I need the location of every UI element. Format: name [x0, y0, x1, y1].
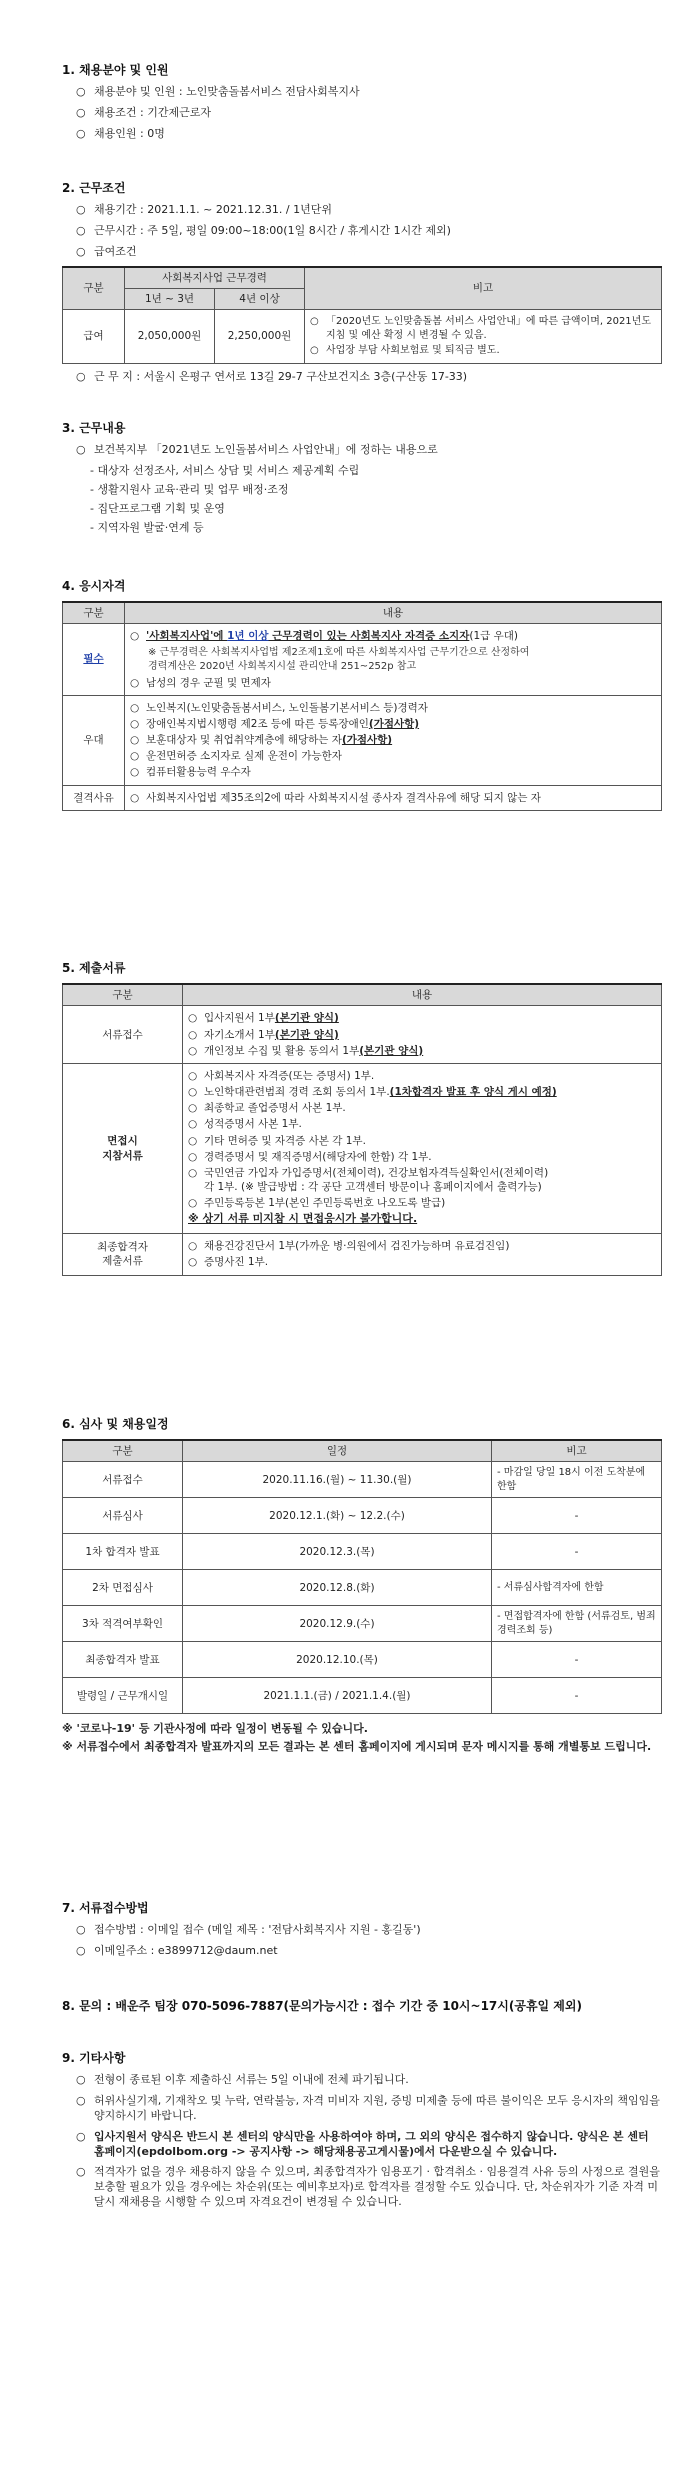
section-title: 9. 기타사항: [62, 2051, 126, 2065]
table-cell: 서류접수: [63, 1006, 183, 1064]
section-title: 7. 서류접수방법: [62, 1901, 149, 1915]
list-item: ○ 급여조건: [76, 244, 137, 258]
table-cell: ○ 입사지원서 1부(본기관 양식) ○ 자기소개서 1부(본기관 양식) ○ 개인정보 수집 및 활용 동의서 1부(본기관 양식): [183, 1006, 662, 1064]
list-item: ○ 근무시간 : 주 5일, 평일 09:00~18:00(1일 8시간 / 휴게시간 1시간 제외): [76, 224, 451, 238]
table-row: 최종합격자 발표 2020.12.10.(목) -: [63, 1642, 662, 1678]
table-cell: ○ 사회복지사 자격증(또는 증명서) 1부. ○ 노인학대관련범죄 경력 조회 동의서 1부.(1차합격자 발표 후 양식 게시 예정) ○ 최종학교 졸업증명서 사본 1부. ○ 성적증명서 사본 1부. ○ 기타 면허증 및 자격증 사본 각 1부. ○ 경력증명서 및 재직증명서(해당자에 한함) 각 1부. ○ 국민연금 가입자 가입증명서(전체이력), 건강보험자격득실확인서(전체이력) 각 1부. (※ 발급방법 : 각 공단 고객센터 방문이나 홈페이지에서 출력가능) ○ 주민등록등본 1부(본인 주민등록번호 나오도록 발급) ※ 상기 서류 미지참 시 면접응시가 불가합니다.: [183, 1063, 662, 1233]
table-cell: 필수: [63, 624, 125, 695]
section-title: 6. 심사 및 채용일정: [62, 1417, 169, 1431]
section-title: 1. 채용분야 및 인원: [62, 63, 169, 77]
warning-text: ※ 상기 서류 미지참 시 면접응시가 불가합니다.: [188, 1212, 418, 1226]
header-cell: 내용: [183, 984, 662, 1006]
list-item: - 생활지원사 교육·관리 및 업무 배정·조정: [90, 482, 289, 496]
table-cell: 급여: [63, 310, 125, 364]
section-documents: [62, 960, 662, 1276]
section-submission-method: [62, 1900, 662, 1965]
header-cell: 내용: [125, 602, 662, 624]
section-title: 3. 근무내용: [62, 421, 126, 435]
header-cell: 구분: [63, 602, 125, 624]
list-item: ○ 채용기간 : 2021.1.1. ~ 2021.12.31. / 1년단위: [76, 203, 332, 217]
list-item: ○ 전형이 종료된 이후 제출하신 서류는 5일 이내에 전체 파기됩니다.: [76, 2073, 409, 2087]
table-cell: ○ 사회복지사업법 제35조의2에 따라 사회복지시설 종사자 결격사유에 해당 되지 않는 자: [125, 785, 662, 810]
table-cell: ○ 노인복지(노인맞춤돌봄서비스, 노인돌봄기본서비스 등)경력자 ○ 장애인복지법시행령 제2조 등에 따른 등록장애인(가점사항) ○ 보훈대상자 및 취업취약계층에 해당하는 자(가점사항) ○ 운전면허증 소지자로 실제 운전이 가능한자 ○ 컴퓨터활용능력 우수자: [125, 695, 662, 785]
list-item: ○ 채용분야 및 인원 : 노인맞춤돌봄서비스 전담사회복지사: [76, 85, 360, 99]
table-cell: ○ 「2020년도 노인맞춤돌봄 서비스 사업안내」에 따른 급액이며, 2021년도 지침 및 예산 확정 시 변경될 수 있음. ○ 사업장 부담 사회보험료 및 퇴직금 별도.: [305, 310, 662, 364]
list-item: ○ 이메일주소 : e3899712@daum.net: [76, 1944, 278, 1958]
list-item: ○ 입사지원서 양식은 반드시 본 센터의 양식만을 사용하여야 하며, 그 외의 양식은 접수하지 않습니다. 양식은 본 센터 홈페이지(epdolbom.org -> 공지사항 -> 해당채용공고게시물)에서 다운받으실 수 있습니다.: [76, 2129, 649, 2158]
note-text: 경력계산은 2020년 사회복지시설 관리안내 251~252p 참고: [148, 661, 417, 673]
list-item: ○ 채용인원 : 0명: [76, 126, 165, 140]
list-item: - 집단프로그램 기획 및 운영: [90, 501, 225, 515]
table-cell: 결격사유: [63, 785, 125, 810]
header-cell: 구분: [63, 267, 125, 310]
table-row: 발령일 / 근무개시일 2021.1.1.(금) / 2021.1.4.(월) -: [63, 1678, 662, 1714]
section-schedule: [62, 1416, 662, 1758]
table-cell: 최종합격자 제출서류: [63, 1234, 183, 1275]
header-cell: 1년 ~ 3년: [125, 288, 215, 309]
header-cell: 비고: [492, 1440, 662, 1462]
header-cell: 사회복지사업 근무경력: [125, 267, 305, 289]
note-text: ※ 근무경력은 사회복지사업법 제2조제1호에 따른 사회복지사업 근무기간으로 산정하여: [148, 646, 530, 658]
header-cell: 구분: [63, 984, 183, 1006]
section-inquiry: [62, 1998, 662, 2021]
notice-text: ※ '코로나-19' 등 기관사정에 따라 일정이 변동될 수 있습니다.: [62, 1722, 368, 1736]
table-row: 1차 합격자 발표 2020.12.3.(목) -: [63, 1534, 662, 1570]
table-row: 서류접수 2020.11.16.(월) ~ 11.30.(월) - 마감일 당일 18시 이전 도착분에 한함: [63, 1462, 662, 1498]
header-cell: 4년 이상: [215, 288, 305, 309]
dash-list: [90, 464, 662, 535]
list-item: - 대상자 선정조사, 서비스 상담 및 서비스 제공계획 수립: [90, 464, 360, 478]
table-row: 서류심사 2020.12.1.(화) ~ 12.2.(수) -: [63, 1498, 662, 1534]
section-work-content: [62, 420, 662, 539]
list-item: ○ 접수방법 : 이메일 접수 (메일 제목 : '전담사회복지사 지원 - 홍길동'): [76, 1923, 421, 1937]
table-cell: 2,250,000원: [215, 310, 305, 364]
list-item: ○ 근 무 지 : 서울시 은평구 연서로 13길 29-7 구산보건지소 3층(구산동 17-33): [76, 369, 468, 383]
qualification-table: [62, 601, 662, 811]
inquiry-text: 8. 문의 : 배운주 팀장 070-5096-7887(문의가능시간 : 접수 기간 중 10시~17시(공휴일 제외): [62, 1999, 582, 2013]
section-qualifications: [62, 578, 662, 811]
list-item: - 지역자원 발굴·연계 등: [90, 520, 204, 534]
notice-text: ※ 서류접수에서 최종합격자 발표까지의 모든 결과는 본 센터 홈페이지에 게시되며 문자 메시지를 통해 개별통보 드립니다.: [62, 1740, 652, 1754]
header-cell: 일정: [183, 1440, 492, 1462]
section-work-conditions: [62, 180, 662, 390]
section-title: 2. 근무조건: [62, 181, 126, 195]
documents-table: [62, 983, 662, 1275]
header-cell: 비고: [305, 267, 662, 310]
header-cell: 구분: [63, 1440, 183, 1462]
table-row: 3차 적격여부확인 2020.12.9.(수) - 면접합격자에 한함 (서류검토, 범죄경력조회 등): [63, 1606, 662, 1642]
list-item: ○ 허위사실기재, 기재착오 및 누락, 연락불능, 자격 미비자 지원, 증빙 미제출 등에 따른 불이익은 모두 응시자의 책임임을 양지하시기 바랍니다.: [76, 2094, 660, 2122]
section-recruitment-field: [62, 62, 662, 148]
table-cell: ○ '사회복지사업'에 1년 이상 근무경력이 있는 사회복지사 자격증 소지자(1급 우대) ※ 근무경력은 사회복지사업법 제2조제1호에 따른 사회복지사업 근무기간으로 산정하여 경력계산은 2020년 사회복지시설 관리안내 251~252p 참고 ○ 남성의 경우 군필 및 면제자: [125, 624, 662, 695]
list-item: ○ 보건복지부 「2021년도 노인돌봄서비스 사업안내」에 정하는 내용으로: [76, 443, 438, 457]
section-title: 5. 제출서류: [62, 961, 126, 975]
list-item: ○ 채용조건 : 기간제근로자: [76, 106, 211, 120]
list-item: ○ 적격자가 없을 경우 채용하지 않을 수 있으며, 최종합격자가 임용포기 · 합격취소 · 임용결격 사유 등의 사정으로 결원을 보충할 필요가 있을 경우에는 차순위(또는 예비후보자)로 합격자를 결정할 수도 있습니다. 단, 차순위자가 기준 자격 미달시 재채용을 시행할 수 있으며 자격요건이 변경될 수 있습니다.: [76, 2165, 660, 2209]
table-cell: 2,050,000원: [125, 310, 215, 364]
section-title: 4. 응시자격: [62, 579, 126, 593]
salary-table: [62, 266, 662, 364]
schedule-table: [62, 1439, 662, 1714]
table-cell: 우대: [63, 695, 125, 785]
table-cell: ○ 채용건강진단서 1부(가까운 병·의원에서 검진가능하며 유료검진임) ○ 증명사진 1부.: [183, 1234, 662, 1275]
section-misc: [62, 2050, 662, 2216]
table-cell: 면접시 지참서류: [63, 1063, 183, 1233]
table-row: 2차 면접심사 2020.12.8.(화) - 서류심사합격자에 한함: [63, 1570, 662, 1606]
